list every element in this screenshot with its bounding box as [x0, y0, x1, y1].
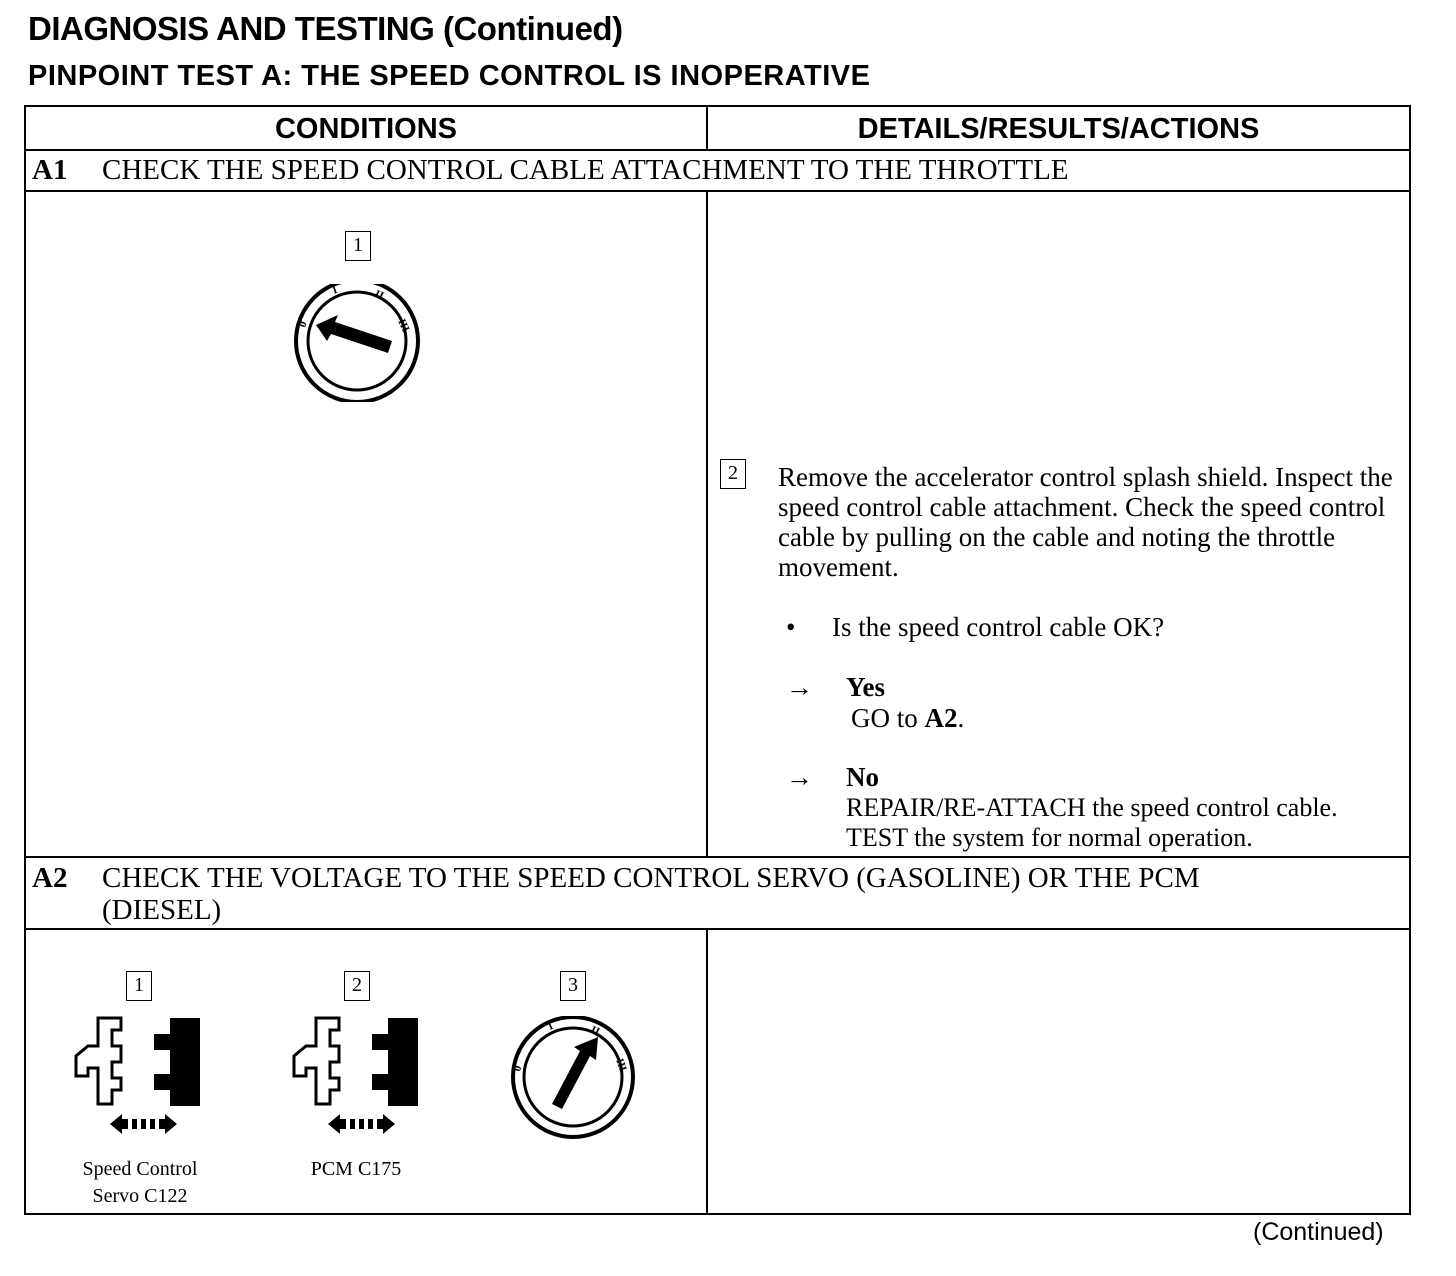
- header-row-rule: [24, 149, 1411, 151]
- connector-disconnect-icon: [74, 1016, 204, 1142]
- column-divider-a1: [706, 190, 708, 857]
- page-title: DIAGNOSIS AND TESTING (Continued): [28, 10, 623, 47]
- switch-pos-0: 0: [296, 319, 310, 330]
- figure-2-caption: PCM C175: [310, 1158, 402, 1180]
- page-subtitle: PINPOINT TEST A: THE SPEED CONTROL IS INOPERATIVE: [28, 60, 871, 92]
- step-a1-heading: [32, 154, 1069, 186]
- step-a2-heading: [32, 862, 1200, 926]
- switch-pos-3: III: [613, 1056, 629, 1074]
- switch-pos-1: I: [330, 284, 340, 297]
- ignition-switch-off-icon: [292, 284, 422, 402]
- continued-footer: (Continued): [1253, 1218, 1384, 1246]
- step-a2-title-line1: CHECK THE VOLTAGE TO THE SPEED CONTROL SERVO (GASOLINE) OR THE PCM: [102, 862, 1200, 894]
- step-a1-callout-2: 2: [720, 459, 746, 489]
- no-action: REPAIR/RE-ATTACH the speed control cable. TEST the system for normal operation.: [846, 793, 1338, 852]
- yes-action: GO to A2.: [851, 703, 965, 733]
- table-border-left: [24, 105, 26, 1215]
- no-arrow: →: [786, 762, 813, 792]
- table-border-bottom: [24, 1213, 1411, 1215]
- step-a2-callout-2: 2: [344, 971, 370, 1001]
- switch-pos-2: II: [588, 1023, 602, 1039]
- step-a1-callout-1: 1: [345, 231, 371, 261]
- ignition-switch-run-icon: [508, 1016, 638, 1140]
- table-border-right: [1409, 105, 1411, 1215]
- step-a1-title-rule: [24, 190, 1411, 192]
- step-a1-instructions: Remove the accelerator control splash shield. Inspect the speed control cable attachment. Check the speed control cable by pulling on the cable and noting the throttle movement.: [778, 462, 1393, 582]
- step-a2-id: A2: [32, 862, 68, 894]
- table-border-top: [24, 105, 1411, 107]
- step-a2-callout-3: 3: [560, 971, 586, 1001]
- no-label: No: [846, 762, 879, 792]
- step-a1-id: A1: [32, 154, 68, 186]
- yes-action-target: A2: [924, 703, 958, 733]
- connector-disconnect-icon: [292, 1016, 422, 1142]
- yes-arrow: →: [786, 672, 813, 702]
- step-a2-title-rule: [24, 928, 1411, 930]
- column-header-details: DETAILS/RESULTS/ACTIONS: [857, 113, 1260, 145]
- column-header-conditions: CONDITIONS: [274, 113, 458, 145]
- figure-1-caption: Speed Control Servo C122: [82, 1158, 198, 1207]
- step-a1-body-rule: [24, 856, 1411, 858]
- yes-label: Yes: [846, 672, 885, 702]
- step-a2-callout-1: 1: [126, 971, 152, 1001]
- switch-pos-1: I: [546, 1020, 556, 1033]
- step-a1-title: CHECK THE SPEED CONTROL CABLE ATTACHMENT TO THE THROTTLE: [102, 154, 1069, 186]
- step-a2-title-line2: (DIESEL): [102, 894, 222, 926]
- step-a1-question: Is the speed control cable OK?: [832, 612, 1165, 642]
- switch-pos-3: III: [395, 317, 412, 334]
- switch-pos-2: II: [372, 287, 386, 303]
- switch-pos-0: 0: [511, 1064, 525, 1073]
- step-a1-bullet: •: [786, 612, 796, 642]
- column-divider-a2: [706, 928, 708, 1214]
